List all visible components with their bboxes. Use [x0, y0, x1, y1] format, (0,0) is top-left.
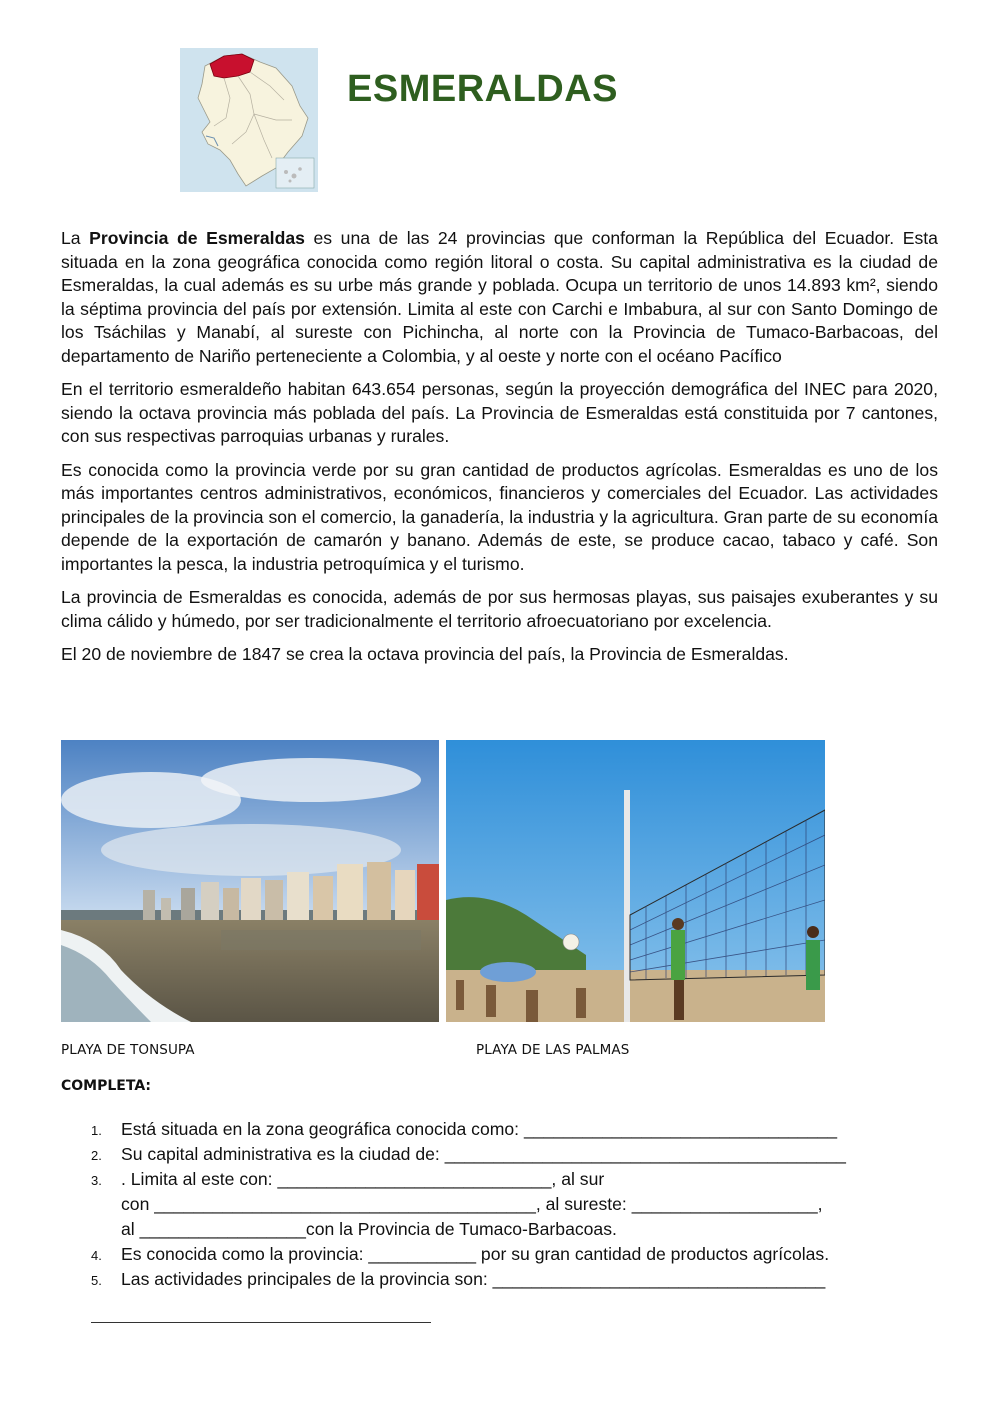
paragraph-culture: La provincia de Esmeraldas es conocida, además de por sus hermosas playas, sus paisajes exuberantes y su clima cálido y húmedo, por ser tradicionalmente el territorio afroecuatoriano por excelencia. [61, 587, 938, 631]
province-name: Provincia de Esmeraldas [89, 228, 305, 248]
question-2[interactable]: 2. Su capital administrativa es la ciudad de: _________________________________________ [91, 1144, 846, 1164]
page-title: ESMERALDAS [347, 68, 619, 110]
caption-playa-tonsupa: PLAYA DE TONSUPA [61, 1042, 195, 1058]
paragraph-intro: La Provincia de Esmeraldas es una de las 24 provincias que conforman la República del Ecuador. Esta situada en la zona geográfica conocida como región litoral o costa. Su capital administrativa es la ciudad de Esmeraldas, la cual además es su urbe más grande y poblada. Ocupa un territorio de unos 14.893 km², siendo la séptima provincia del país por extensión. Limita al este con Carchi e Imbabura, al sur con Santo Domingo de los Tsáchilas y Manabí, al sureste con Pichincha, al norte con la Provincia de Tumaco-Barbacoas, del departamento de Nariño perteneciente a Colombia, y al oeste y norte con el océano Pacífico [61, 228, 938, 366]
question-4[interactable]: 4. Es conocida como la provincia: ___________ por su gran cantidad de productos agrícolas. [91, 1244, 830, 1264]
photo-playa-tonsupa [61, 740, 439, 1022]
caption-playa-las-palmas: PLAYA DE LAS PALMAS [476, 1042, 630, 1058]
exercise-heading: COMPLETA: [61, 1078, 152, 1094]
exercise-list [88, 1117, 948, 1292]
paragraph-population: En el territorio esmeraldeño habitan 643.654 personas, según la proyección demográfica del INEC para 2020, siendo la octava provincia más poblada del país. La Provincia de Esmeraldas está constituida por 7 cantones, con sus respectivas parroquias urbanas y rurales. [61, 379, 938, 446]
paragraph-founding: El 20 de noviembre de 1847 se crea la octava provincia del país, la Provincia de Esmeraldas. [61, 644, 789, 664]
photo-playa-las-palmas [446, 740, 825, 1022]
question-1[interactable]: 1. Está situada en la zona geográfica conocida como: ________________________________ [91, 1119, 838, 1139]
answer-line-continuation[interactable] [91, 1322, 431, 1323]
ecuador-province-map [180, 48, 318, 192]
question-3[interactable]: 3. . Limita al este con: ____________________________, al sur con _______________________________________, al sureste: ___________________, al _________________con la Provincia de Tumaco-Barbacoas. [91, 1169, 823, 1239]
body-text [61, 227, 938, 677]
paragraph-economy: Es conocida como la provincia verde por su gran cantidad de productos agrícolas. Esmeraldas es uno de los más importantes centros administrativos, económicos, financieros y comerciales del Ecuador. Las actividades principales de la provincia son el comercio, la ganadería, la industria y la agricultura. Gran parte de su economía depende de la exportación de camarón y banano. Además de este, se produce cacao, tabaco y café. Son importantes la pesca, la industria petroquímica y el turismo. [61, 459, 938, 574]
question-5[interactable]: 5. Las actividades principales de la provincia son: __________________________________ [91, 1269, 826, 1289]
